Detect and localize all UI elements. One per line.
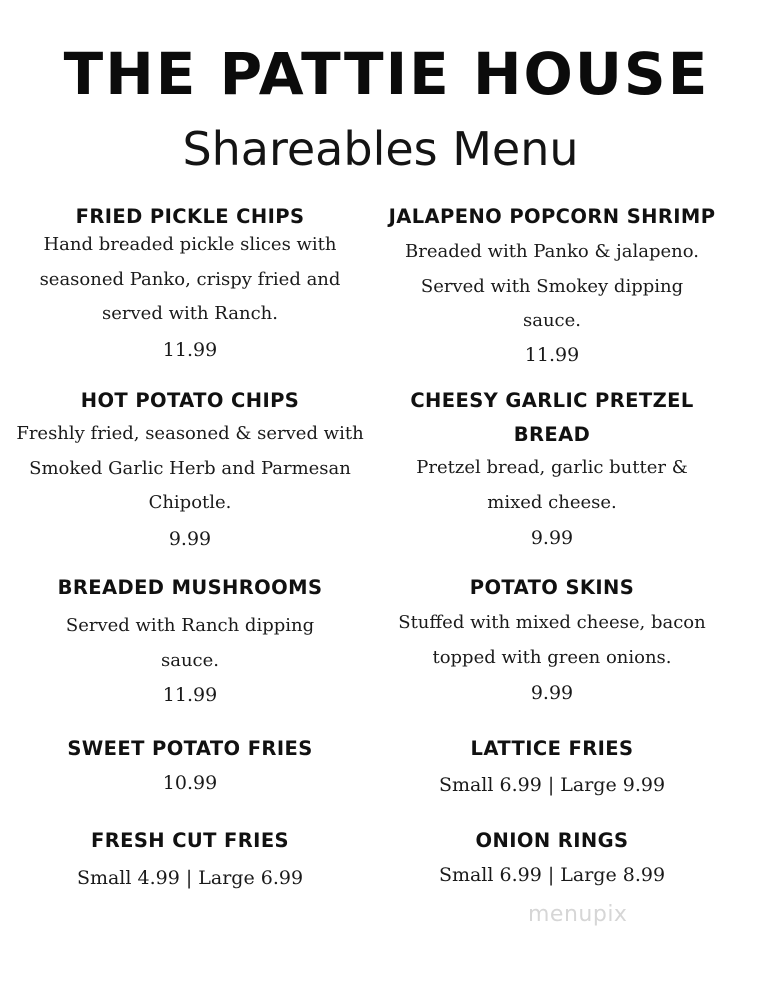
- item-price: 11.99: [524, 343, 580, 366]
- menu-item-cheesy-garlic-pretzel-bread: [372, 384, 732, 555]
- item-price: 9.99: [530, 527, 574, 549]
- item-name: CHEESY GARLIC PRETZEL BREAD: [410, 389, 694, 446]
- item-price: 9.99: [168, 527, 212, 550]
- item-name: HOT POTATO CHIPS: [80, 389, 300, 412]
- item-description: Breaded with Panko & jalapeno. Served with Smokey dipping sauce.: [405, 241, 699, 331]
- item-name: BREADED MUSHROOMS: [57, 576, 323, 599]
- menu-item-fresh-cut-fries: [14, 824, 366, 895]
- item-price: 11.99: [162, 338, 218, 361]
- item-description: Freshly fried, seasoned & served with Smoked Garlic Herb and Parmesan Chipotle.: [16, 423, 364, 513]
- item-description: Hand breaded pickle slices with seasoned Panko, crispy fried and served with Ranch.: [39, 234, 341, 324]
- menu-subtitle: Shareables Menu: [182, 122, 579, 176]
- item-name: FRIED PICKLE CHIPS: [75, 205, 305, 228]
- item-description: Served with Ranch dipping sauce.: [65, 615, 315, 671]
- menu-item-fried-pickle-chips: [14, 200, 366, 367]
- menu-item-breaded-mushrooms: [14, 571, 366, 712]
- menu-item-potato-skins: [372, 571, 732, 710]
- menu-item-jalapeno-popcorn-shrimp: [372, 200, 732, 372]
- item-price: Small 6.99 | Large 8.99: [438, 864, 666, 886]
- item-name: JALAPENO POPCORN SHRIMP: [388, 205, 716, 228]
- menu-item-sweet-potato-fries: [14, 732, 366, 800]
- item-name: SWEET POTATO FRIES: [67, 737, 313, 760]
- item-price: 11.99: [162, 684, 218, 706]
- item-price: Small 6.99 | Large 9.99: [438, 774, 666, 796]
- item-price: 9.99: [530, 682, 574, 704]
- item-description: Stuffed with mixed cheese, bacon topped with green onions.: [398, 612, 706, 668]
- item-name: POTATO SKINS: [469, 576, 635, 599]
- menu-item-lattice-fries: [372, 732, 732, 802]
- item-name: LATTICE FRIES: [470, 737, 634, 760]
- restaurant-name: THE PATTIE HOUSE: [63, 40, 710, 108]
- item-price: 10.99: [162, 772, 218, 794]
- item-description: Pretzel bread, garlic butter & mixed cheese.: [416, 457, 688, 513]
- watermark-logo: menupix: [528, 902, 628, 927]
- item-name: FRESH CUT FRIES: [90, 829, 289, 852]
- item-name: ONION RINGS: [475, 829, 629, 852]
- menu-item-onion-rings: [372, 824, 732, 892]
- menu-item-hot-potato-chips: [14, 384, 366, 556]
- item-price: Small 4.99 | Large 6.99: [76, 867, 304, 889]
